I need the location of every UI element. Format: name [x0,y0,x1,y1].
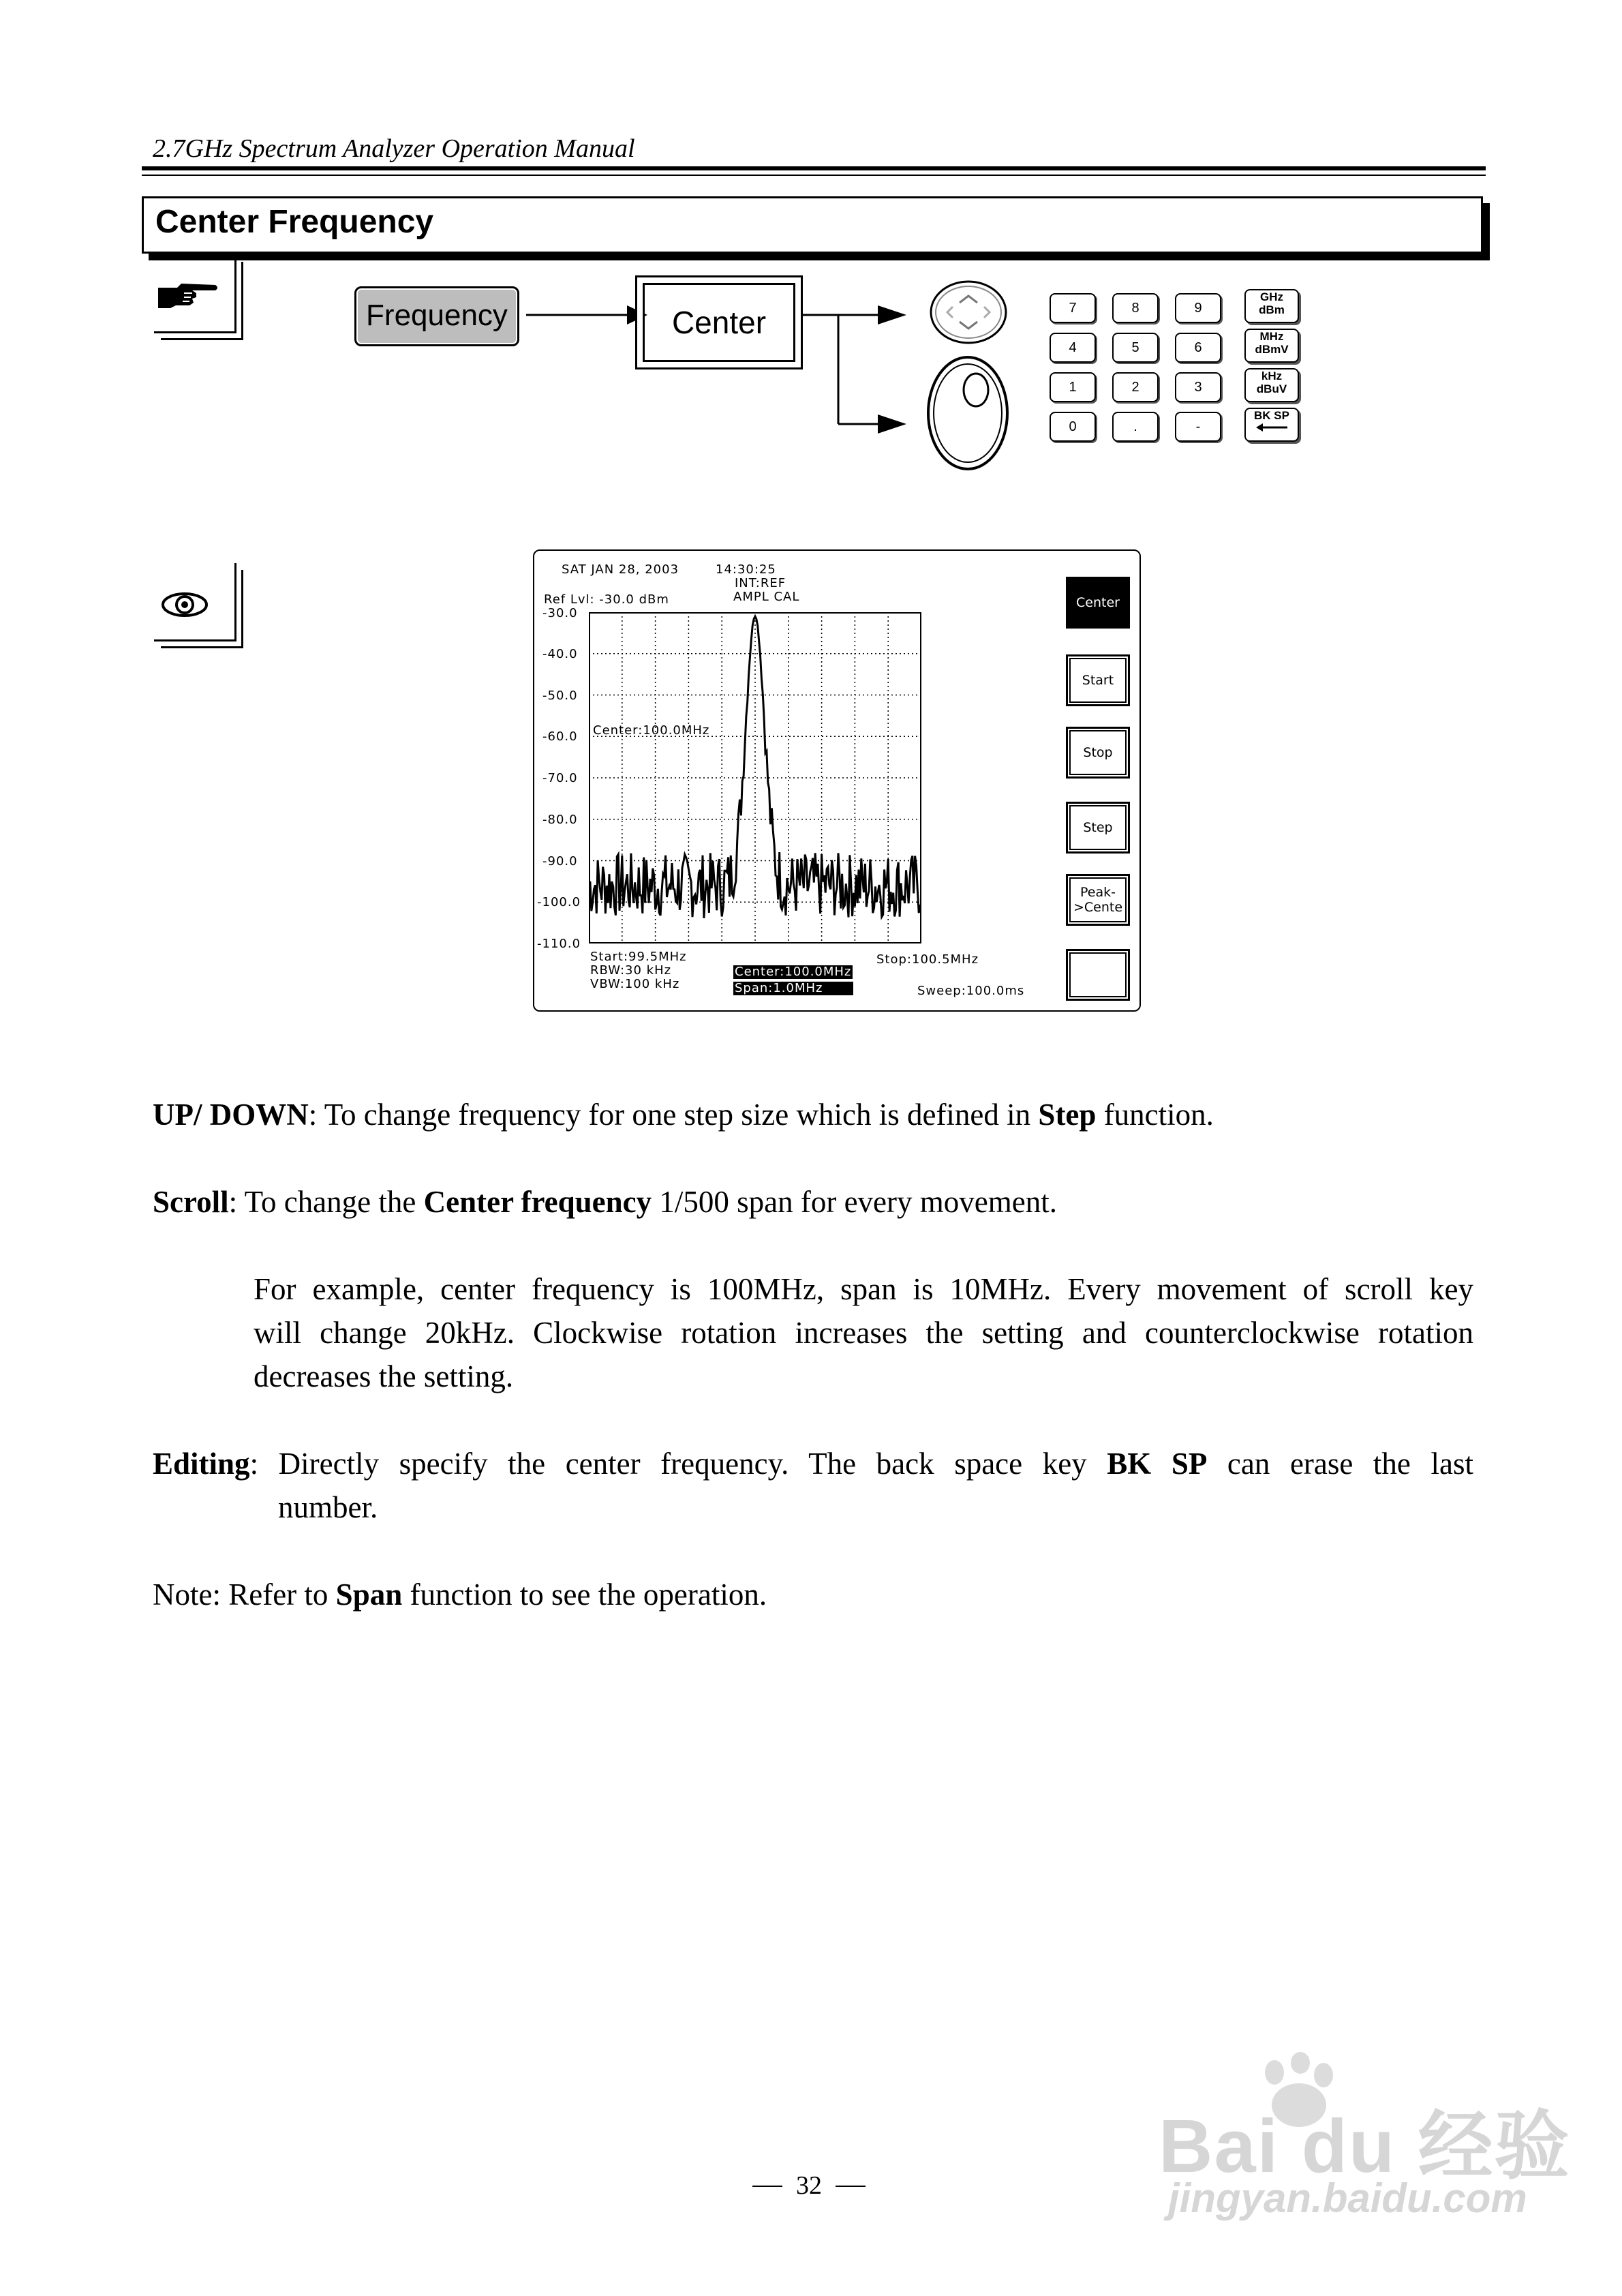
key-dot[interactable]: . [1112,412,1159,442]
key-2[interactable]: 2 [1112,372,1159,402]
vbw: VBW:100 kHz [590,977,680,991]
paragraph-example-line1: For example, center frequency is 100MHz, span is 10MHz. Every movement of scroll key [254,1272,1473,1306]
section-title: Center Frequency [155,204,434,240]
key-1[interactable]: 1 [1050,372,1096,402]
page-dash-right [836,2186,866,2187]
spectrum-plot [589,612,921,943]
paragraph-note: Note: Refer to Span function to see the operation. [153,1577,767,1612]
key-0[interactable]: 0 [1050,412,1096,442]
page-dash-left [752,2186,782,2187]
paragraph-editing-line2: number. [278,1490,378,1524]
paragraph-example-line3: decreases the setting. [254,1359,514,1393]
center-key[interactable]: Center [635,275,803,369]
analyzer-screen [533,549,1141,1012]
rbw: RBW:30 kHz [590,963,672,978]
frequency-key[interactable]: Frequency [354,286,519,346]
paragraph-up-down: UP/ DOWN: To change frequency for one step size which is defined in Step function. [153,1098,1214,1132]
start-freq: Start:99.5MHz [590,950,687,964]
y-tick-label: -40.0 [542,647,578,661]
sweep-time: Sweep:100.0ms [917,984,1025,998]
ghz-dbm-key[interactable]: GHz dBm [1244,289,1299,323]
display-icon-box [161,570,243,648]
eye-icon [159,590,210,619]
y-tick-label: -70.0 [542,771,578,785]
backspace-key[interactable]: BK SP [1244,408,1299,442]
scroll-knob[interactable] [925,354,1010,472]
screen-date: SAT JAN 28, 2003 [562,562,679,577]
watermark-url: jingyan.baidu.com [1168,2175,1527,2221]
y-tick-label: -50.0 [542,689,578,703]
center-freq-readout: Center:100.0MHz [735,965,852,979]
key-3[interactable]: 3 [1175,372,1221,402]
softkey-empty[interactable] [1066,949,1130,1001]
running-header: 2.7GHz Spectrum Analyzer Operation Manual [153,134,635,163]
key-8[interactable]: 8 [1112,293,1159,323]
center-marker-label: Center:100.0MHz [593,723,710,738]
watermark-brand: Bai du 经验 [1159,2104,1571,2188]
y-tick-label: -110.0 [537,937,581,951]
key-9[interactable]: 9 [1175,293,1221,323]
screen-ref-level: Ref Lvl: -30.0 dBm [544,592,669,607]
paragraph-example-line2: will change 20kHz. Clockwise rotation increases the setting and counterclockwise rotation [254,1316,1473,1350]
key-7[interactable]: 7 [1050,293,1096,323]
paragraph-scroll: Scroll: To change the Center frequency 1/500 span for every movement. [153,1185,1057,1219]
y-tick-label: -60.0 [542,729,578,744]
screen-int-ref: INT:REF [735,576,786,590]
key-4[interactable]: 4 [1050,333,1096,363]
stop-freq: Stop:100.5MHz [876,952,979,967]
y-tick-label: -100.0 [537,895,581,909]
y-tick-label: -30.0 [542,606,578,620]
header-rule-thin [142,175,1486,176]
softkey-start[interactable]: Start [1066,654,1130,706]
softkey-peak-center[interactable]: Peak- >Cente [1066,874,1130,926]
key-minus[interactable]: - [1175,412,1221,442]
key-5[interactable]: 5 [1112,333,1159,363]
y-tick-label: -90.0 [542,854,578,868]
softkey-center[interactable]: Center [1066,577,1130,629]
y-tick-label: -80.0 [542,813,578,827]
up-down-arrow-key[interactable] [928,278,1009,346]
span-readout: Span:1.0MHz [733,982,853,995]
left-arrow-icon [1255,423,1289,432]
key-6[interactable]: 6 [1175,333,1221,363]
header-rule-thick [142,166,1486,170]
screen-ampl-cal: AMPL CAL [733,590,800,604]
khz-dbuv-key[interactable]: kHz dBuV [1244,368,1299,402]
screen-time: 14:30:25 [716,562,776,577]
pointing-hand-icon [157,282,219,309]
mhz-dbmv-key[interactable]: MHz dBmV [1244,329,1299,363]
operation-icon-box [161,262,243,340]
paragraph-editing: Editing: Directly specify the center frequency. The back space key BK SP can erase the last [153,1447,1473,1481]
page-number: 32 [796,2171,822,2200]
softkey-stop[interactable]: Stop [1066,727,1130,779]
softkey-step[interactable]: Step [1066,802,1130,854]
numeric-keypad [1050,290,1336,450]
